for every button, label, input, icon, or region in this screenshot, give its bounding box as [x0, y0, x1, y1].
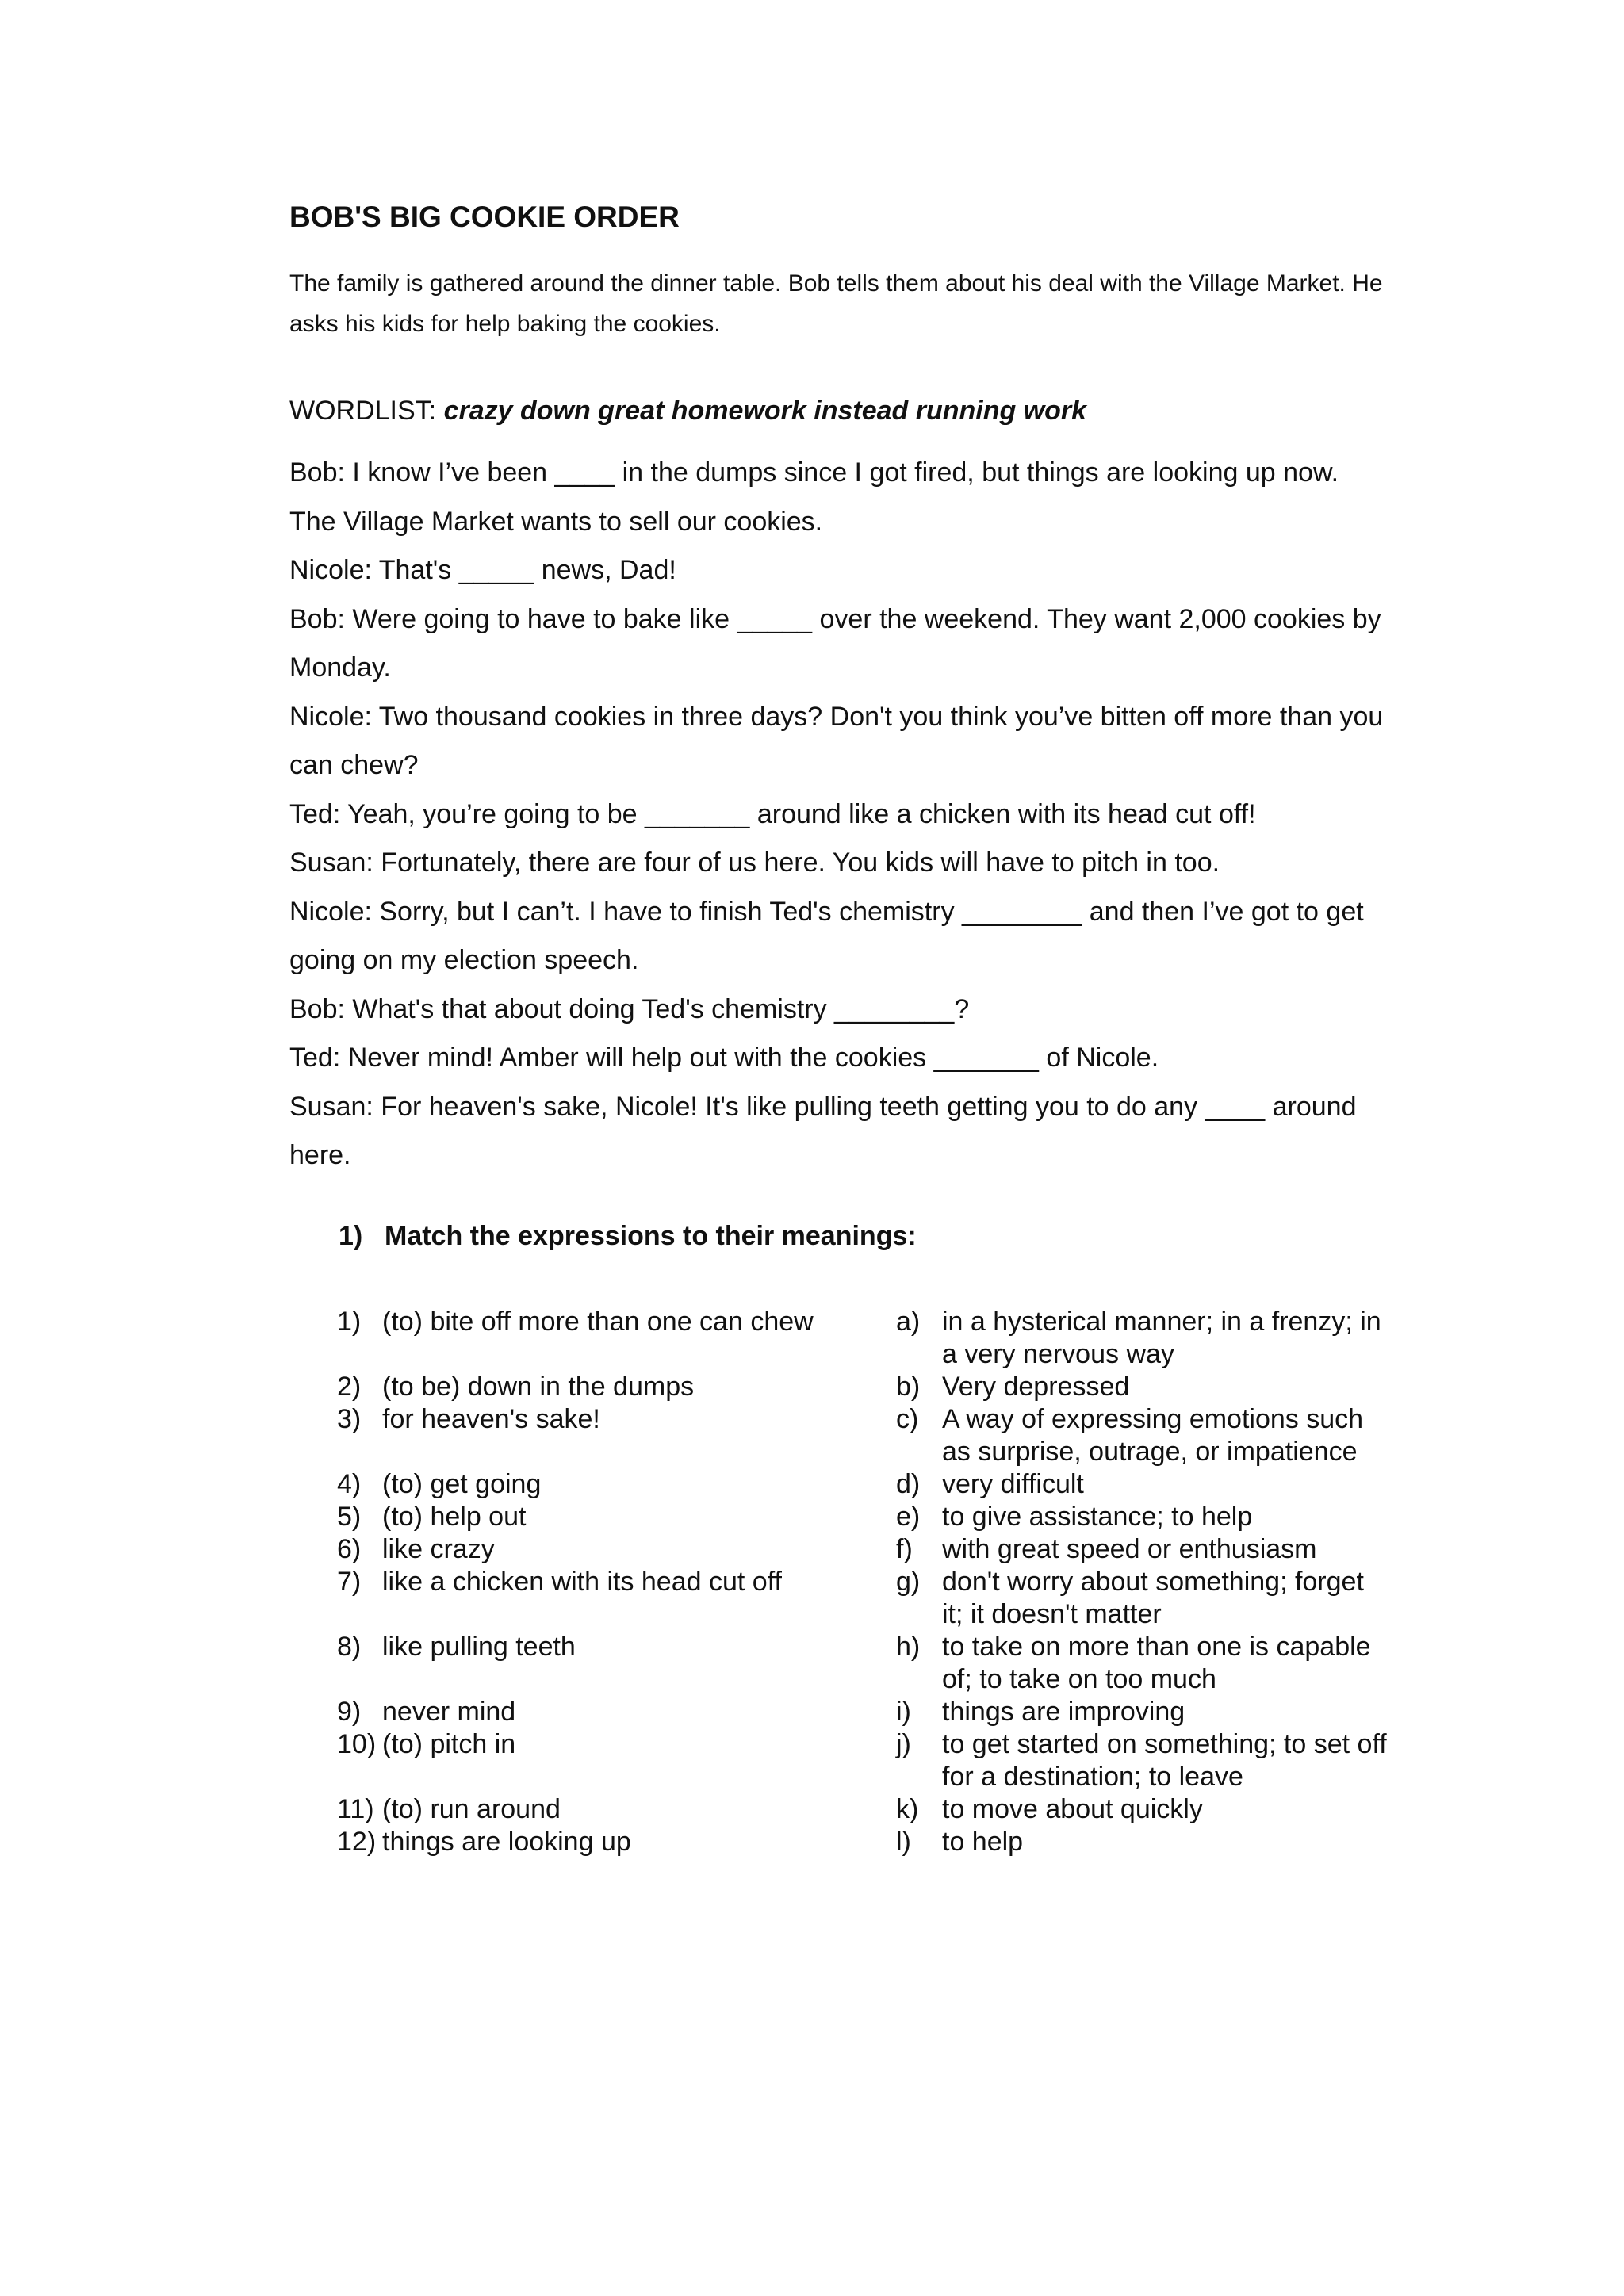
match-row — [337, 1631, 1392, 1696]
expression-number: 12) — [337, 1826, 377, 1857]
dialogue-line: Bob: Were going to have to bake like _____ over the weekend. They want 2,000 cookies by Monday. — [289, 603, 1381, 683]
meaning-letter: j) — [896, 1728, 911, 1759]
meaning: don't worry about something; forget it; it doesn't matter — [942, 1566, 1364, 1629]
intro-paragraph: The family is gathered around the dinner table. Bob tells them about his deal with the Village Market. He asks his kids for help baking the cookies. — [289, 270, 1383, 337]
match-row — [337, 1566, 1392, 1631]
expression-number: 2) — [337, 1371, 362, 1402]
match-row — [337, 1403, 1392, 1468]
expression-number: 11) — [337, 1793, 374, 1824]
expression: (to) help out — [382, 1501, 527, 1532]
expression: for heaven's sake! — [382, 1403, 600, 1434]
match-row — [337, 1468, 1392, 1501]
meaning-letter: g) — [896, 1566, 921, 1597]
worksheet-title: BOB'S BIG COOKIE ORDER — [289, 201, 680, 233]
expression: like a chicken with its head cut off — [382, 1566, 782, 1597]
expression: (to be) down in the dumps — [382, 1371, 695, 1402]
expression-number: 7) — [337, 1566, 362, 1597]
expression: (to) pitch in — [382, 1728, 516, 1759]
expression: (to) bite off more than one can chew — [382, 1306, 814, 1337]
meaning: to help — [942, 1826, 1024, 1857]
meaning: to give assistance; to help — [942, 1501, 1253, 1532]
expression-number: 6) — [337, 1533, 362, 1564]
dialogue-line: Susan: For heaven's sake, Nicole! It's like pulling teeth getting you to do any ____ around here. — [289, 1091, 1357, 1170]
task-number: 1) — [339, 1220, 363, 1251]
meaning: in a hysterical manner; in a frenzy; in a very nervous way — [942, 1306, 1381, 1369]
expression-number: 3) — [337, 1403, 362, 1434]
match-row — [337, 1533, 1392, 1566]
meaning: things are improving — [942, 1696, 1185, 1727]
dialogue-line: Bob: What's that about doing Ted's chemistry ________? — [289, 993, 970, 1024]
meaning-letter: f) — [896, 1533, 913, 1564]
match-row — [337, 1501, 1392, 1533]
meaning-letter: c) — [896, 1403, 919, 1434]
meaning: with great speed or enthusiasm — [942, 1533, 1317, 1564]
expression-number: 8) — [337, 1631, 362, 1662]
matching-table — [337, 1306, 1392, 1858]
meaning: Very depressed — [942, 1371, 1130, 1402]
meaning-letter: k) — [896, 1793, 919, 1824]
wordlist-label: WORDLIST: — [289, 396, 444, 426]
worksheet-page — [289, 198, 1392, 1858]
meaning-letter: h) — [896, 1631, 921, 1662]
expression: (to) run around — [382, 1793, 561, 1824]
meaning: to get started on something; to set off for a destination; to leave — [942, 1728, 1387, 1792]
dialogue-line: Nicole: That's _____ news, Dad! — [289, 555, 676, 585]
wordlist-words: crazy down great homework instead running work — [443, 396, 1087, 426]
meaning: very difficult — [942, 1468, 1084, 1499]
meaning: A way of expressing emotions such as surprise, outrage, or impatience — [942, 1403, 1364, 1467]
expression-number: 10) — [337, 1728, 377, 1759]
expression-number: 4) — [337, 1468, 362, 1499]
meaning-letter: l) — [896, 1826, 911, 1857]
meaning-letter: a) — [896, 1306, 921, 1337]
dialogue-line: Ted: Never mind! Amber will help out with the cookies _______ of Nicole. — [289, 1043, 1159, 1073]
expression: like crazy — [382, 1533, 495, 1564]
match-row — [337, 1826, 1392, 1858]
dialogue-line: Bob: I know I’ve been ____ in the dumps since I got fired, but things are looking up now. The Village Market wants to sell our cookies. — [289, 457, 1339, 537]
expression-number: 5) — [337, 1501, 362, 1532]
expression: (to) get going — [382, 1468, 542, 1499]
dialogue-line: Nicole: Two thousand cookies in three days? Don't you think you’ve bitten off more than you can chew? — [289, 701, 1384, 780]
dialogue-line: Ted: Yeah, you’re going to be _______ around like a chicken with its head cut off! — [289, 798, 1256, 829]
expression: like pulling teeth — [382, 1631, 576, 1662]
meaning-letter: b) — [896, 1371, 921, 1402]
expression: things are looking up — [382, 1826, 631, 1857]
match-row — [337, 1306, 1392, 1371]
meaning-letter: d) — [896, 1468, 921, 1499]
dialogue-line: Nicole: Sorry, but I can’t. I have to finish Ted's chemistry ________ and then I’ve got to get going on my election speech. — [289, 896, 1364, 975]
match-row — [337, 1728, 1392, 1793]
meaning-letter: i) — [896, 1696, 911, 1727]
meaning: to take on more than one is capable of; to take on too much — [942, 1631, 1371, 1694]
match-row — [337, 1696, 1392, 1728]
task-heading — [339, 1217, 1392, 1255]
meaning-letter: e) — [896, 1501, 921, 1532]
wordlist — [289, 392, 1392, 430]
expression-number: 1) — [337, 1306, 362, 1337]
dialogue — [289, 449, 1392, 1181]
expression: never mind — [382, 1696, 516, 1727]
dialogue-line: Susan: Fortunately, there are four of us here. You kids will have to pitch in too. — [289, 848, 1220, 878]
meaning: to move about quickly — [942, 1793, 1203, 1824]
match-row — [337, 1793, 1392, 1826]
task-text: Match the expressions to their meanings: — [385, 1220, 917, 1251]
expression-number: 9) — [337, 1696, 362, 1727]
match-row — [337, 1371, 1392, 1403]
